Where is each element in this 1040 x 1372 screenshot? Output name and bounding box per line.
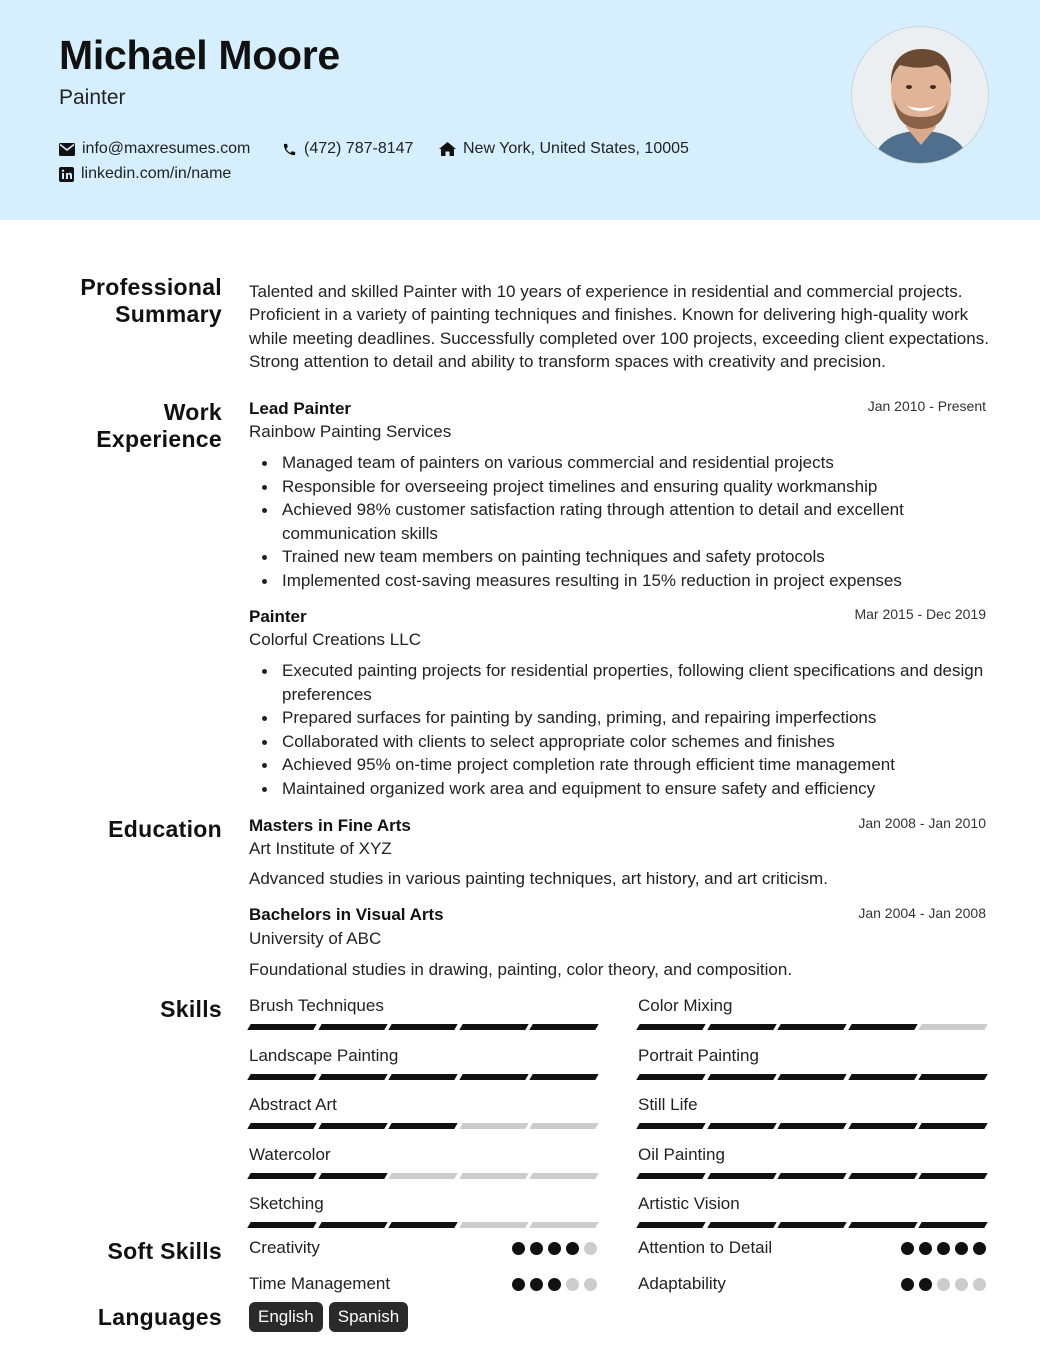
list-item: Achieved 95% on-time project completion rate through efficient time management [249, 753, 991, 777]
rating-dot [955, 1242, 968, 1255]
soft-skill-item [638, 1238, 986, 1258]
list-item: Maintained organized work area and equipment to ensure safety and efficiency [249, 777, 991, 801]
section-title-line: Professional [80, 274, 222, 300]
school-name: University of ABC [249, 929, 382, 948]
skill-level-segment [707, 1123, 776, 1129]
rating-dot [512, 1242, 525, 1255]
section-title-skills: Skills [160, 996, 222, 1022]
skill-level-segment [247, 1222, 316, 1228]
skill-level-segment [707, 1173, 776, 1179]
address-text: New York, United States, 10005 [463, 140, 689, 157]
skill-level-segment [318, 1222, 387, 1228]
skill-item [638, 1145, 986, 1179]
skill-level-segment [388, 1074, 457, 1080]
skill-level-bar [249, 1024, 597, 1030]
skill-name: Abstract Art [249, 1095, 337, 1114]
skill-level-segment [459, 1024, 528, 1030]
address-contact [439, 140, 689, 158]
rating-dot [973, 1242, 986, 1255]
skill-level-segment [318, 1074, 387, 1080]
rating-dot [548, 1242, 561, 1255]
skill-level-bar [638, 1024, 986, 1030]
skill-item [638, 1194, 986, 1228]
skill-level-segment [918, 1074, 987, 1080]
skill-level-segment [388, 1222, 457, 1228]
email-text: info@maxresumes.com [82, 140, 251, 157]
skill-level-bar [249, 1123, 597, 1129]
skill-level-segment [636, 1173, 705, 1179]
skill-level-segment [247, 1123, 316, 1129]
skill-level-segment [918, 1123, 987, 1129]
summary-text: Talented and skilled Painter with 10 years of experience in residential and commercial projects. Proficient in a variety of painting techniques and finishes. Known for delivering high-quality work while meeting deadlines. Successfully completed over 100 projects, exceeding client expectations. Strong attention to detail and ability to transform spaces with creativity and precision. [249, 282, 989, 371]
skill-level-segment [777, 1173, 846, 1179]
skill-name: Color Mixing [638, 996, 733, 1015]
skill-level-segment [388, 1123, 457, 1129]
rating-dot [530, 1242, 543, 1255]
skill-level-segment [529, 1222, 598, 1228]
candidate-name: Michael Moore [59, 32, 340, 78]
soft-skill-item [249, 1274, 597, 1294]
skill-level-segment [777, 1024, 846, 1030]
rating-dot [937, 1242, 950, 1255]
job-company: Colorful Creations LLC [249, 630, 421, 649]
skill-level-segment [848, 1074, 917, 1080]
rating-dot [566, 1278, 579, 1291]
skill-name: Landscape Painting [249, 1046, 399, 1065]
email-contact[interactable] [59, 140, 250, 158]
list-item: Achieved 98% customer satisfaction rating through attention to detail and excellent communication skills [249, 498, 991, 545]
phone-text: (472) 787-8147 [304, 140, 414, 157]
job-dates: Jan 2010 - Present [867, 398, 986, 414]
soft-skill-item [249, 1238, 597, 1258]
skill-level-segment [247, 1173, 316, 1179]
skill-name: Sketching [249, 1194, 324, 1213]
rating-dot [901, 1242, 914, 1255]
education-dates: Jan 2008 - Jan 2010 [858, 815, 986, 831]
skill-name: Oil Painting [638, 1145, 725, 1164]
skill-level-bar [638, 1123, 986, 1129]
job-role: Painter [249, 607, 307, 626]
skill-item [249, 1095, 597, 1129]
skill-level-segment [848, 1024, 917, 1030]
soft-skill-rating [901, 1242, 986, 1255]
skill-level-segment [318, 1123, 387, 1129]
language-badge: Spanish [329, 1302, 408, 1332]
skill-level-segment [636, 1074, 705, 1080]
rating-dot [937, 1278, 950, 1291]
skill-level-segment [777, 1074, 846, 1080]
skill-name: Still Life [638, 1095, 698, 1114]
languages-list [249, 1302, 408, 1332]
list-item: Implemented cost-saving measures resulting in 15% reduction in project expenses [249, 569, 991, 593]
section-title-line: Work [163, 399, 222, 425]
section-title-line: Experience [96, 426, 222, 452]
skill-level-bar [249, 1074, 597, 1080]
rating-dot [584, 1242, 597, 1255]
skill-item [249, 996, 597, 1030]
skill-level-segment [388, 1173, 457, 1179]
skill-level-segment [636, 1024, 705, 1030]
skill-level-bar [249, 1173, 597, 1179]
skill-level-segment [247, 1074, 316, 1080]
skill-level-segment [459, 1222, 528, 1228]
list-item: Trained new team members on painting techniques and safety protocols [249, 545, 991, 569]
soft-skill-name: Adaptability [638, 1274, 726, 1293]
skill-level-segment [707, 1024, 776, 1030]
skill-level-segment [318, 1024, 387, 1030]
skill-level-segment [459, 1173, 528, 1179]
degree-name: Masters in Fine Arts [249, 816, 411, 835]
section-title-line: Summary [115, 301, 222, 327]
rating-dot [973, 1278, 986, 1291]
skill-level-segment [848, 1173, 917, 1179]
skill-level-segment [459, 1074, 528, 1080]
linkedin-contact[interactable] [59, 165, 231, 183]
resume-header [0, 0, 1040, 220]
skill-level-segment [318, 1173, 387, 1179]
skill-level-segment [777, 1123, 846, 1129]
skill-level-segment [636, 1123, 705, 1129]
degree-name: Bachelors in Visual Arts [249, 905, 444, 924]
skill-level-segment [459, 1123, 528, 1129]
skill-level-segment [388, 1024, 457, 1030]
profile-photo [851, 26, 989, 164]
list-item: Responsible for overseeing project timelines and ensuring quality workmanship [249, 475, 991, 499]
job-bullets [249, 451, 991, 593]
skill-item [249, 1046, 597, 1080]
education-dates: Jan 2004 - Jan 2008 [858, 905, 986, 921]
skill-level-bar [638, 1173, 986, 1179]
list-item: Prepared surfaces for painting by sanding, priming, and repairing imperfections [249, 706, 991, 730]
envelope-icon [59, 143, 75, 156]
phone-contact[interactable] [282, 140, 413, 158]
skill-level-bar [638, 1222, 986, 1228]
skill-level-bar [249, 1222, 597, 1228]
language-badge: English [249, 1302, 323, 1332]
section-title-languages: Languages [97, 1304, 222, 1330]
job-role: Lead Painter [249, 399, 352, 418]
skill-level-segment [777, 1222, 846, 1228]
rating-dot [512, 1278, 525, 1291]
list-item: Executed painting projects for residential properties, following client specifications and design preferences [249, 659, 991, 706]
skill-level-segment [529, 1173, 598, 1179]
soft-skill-name: Creativity [249, 1238, 320, 1257]
soft-skill-name: Attention to Detail [638, 1238, 773, 1257]
rating-dot [548, 1278, 561, 1291]
section-title-summary [80, 274, 222, 328]
skill-level-segment [636, 1222, 705, 1228]
skill-item [249, 1145, 597, 1179]
soft-skill-name: Time Management [249, 1274, 391, 1293]
list-item: Collaborated with clients to select appropriate color schemes and finishes [249, 730, 991, 754]
rating-dot [901, 1278, 914, 1291]
soft-skill-item [638, 1274, 986, 1294]
skill-item [638, 996, 986, 1030]
candidate-title: Painter [59, 86, 126, 109]
skill-level-segment [918, 1173, 987, 1179]
linkedin-text: linkedin.com/in/name [81, 165, 232, 182]
education-description: Advanced studies in various painting techniques, art history, and art criticism. [249, 869, 828, 888]
job-dates: Mar 2015 - Dec 2019 [854, 606, 986, 622]
skill-level-segment [918, 1222, 987, 1228]
skill-name: Portrait Painting [638, 1046, 759, 1065]
job-bullets [249, 659, 991, 801]
section-title-education: Education [108, 816, 222, 842]
skill-name: Artistic Vision [638, 1194, 740, 1213]
skill-level-segment [247, 1024, 316, 1030]
home-icon [439, 142, 456, 156]
job-company: Rainbow Painting Services [249, 422, 452, 441]
rating-dot [919, 1242, 932, 1255]
rating-dot [919, 1278, 932, 1291]
section-title-soft-skills: Soft Skills [107, 1238, 222, 1264]
skill-item [638, 1046, 986, 1080]
skill-level-bar [638, 1074, 986, 1080]
skill-name: Watercolor [249, 1145, 331, 1164]
skill-level-segment [529, 1123, 598, 1129]
soft-skill-rating [512, 1278, 597, 1291]
skill-level-segment [529, 1024, 598, 1030]
skill-level-segment [529, 1074, 598, 1080]
skill-level-segment [848, 1222, 917, 1228]
skill-level-segment [707, 1222, 776, 1228]
phone-icon [282, 142, 297, 157]
skill-item [249, 1194, 597, 1228]
section-title-work [96, 399, 222, 453]
skill-item [638, 1095, 986, 1129]
skill-level-segment [848, 1123, 917, 1129]
rating-dot [530, 1278, 543, 1291]
list-item: Managed team of painters on various commercial and residential projects [249, 451, 991, 475]
skill-level-segment [918, 1024, 987, 1030]
rating-dot [955, 1278, 968, 1291]
education-description: Foundational studies in drawing, painting, color theory, and composition. [249, 960, 793, 979]
skill-level-segment [707, 1074, 776, 1080]
linkedin-icon [59, 167, 74, 182]
rating-dot [584, 1278, 597, 1291]
soft-skill-rating [901, 1278, 986, 1291]
school-name: Art Institute of XYZ [249, 839, 392, 858]
rating-dot [566, 1242, 579, 1255]
soft-skill-rating [512, 1242, 597, 1255]
skill-name: Brush Techniques [249, 996, 384, 1015]
